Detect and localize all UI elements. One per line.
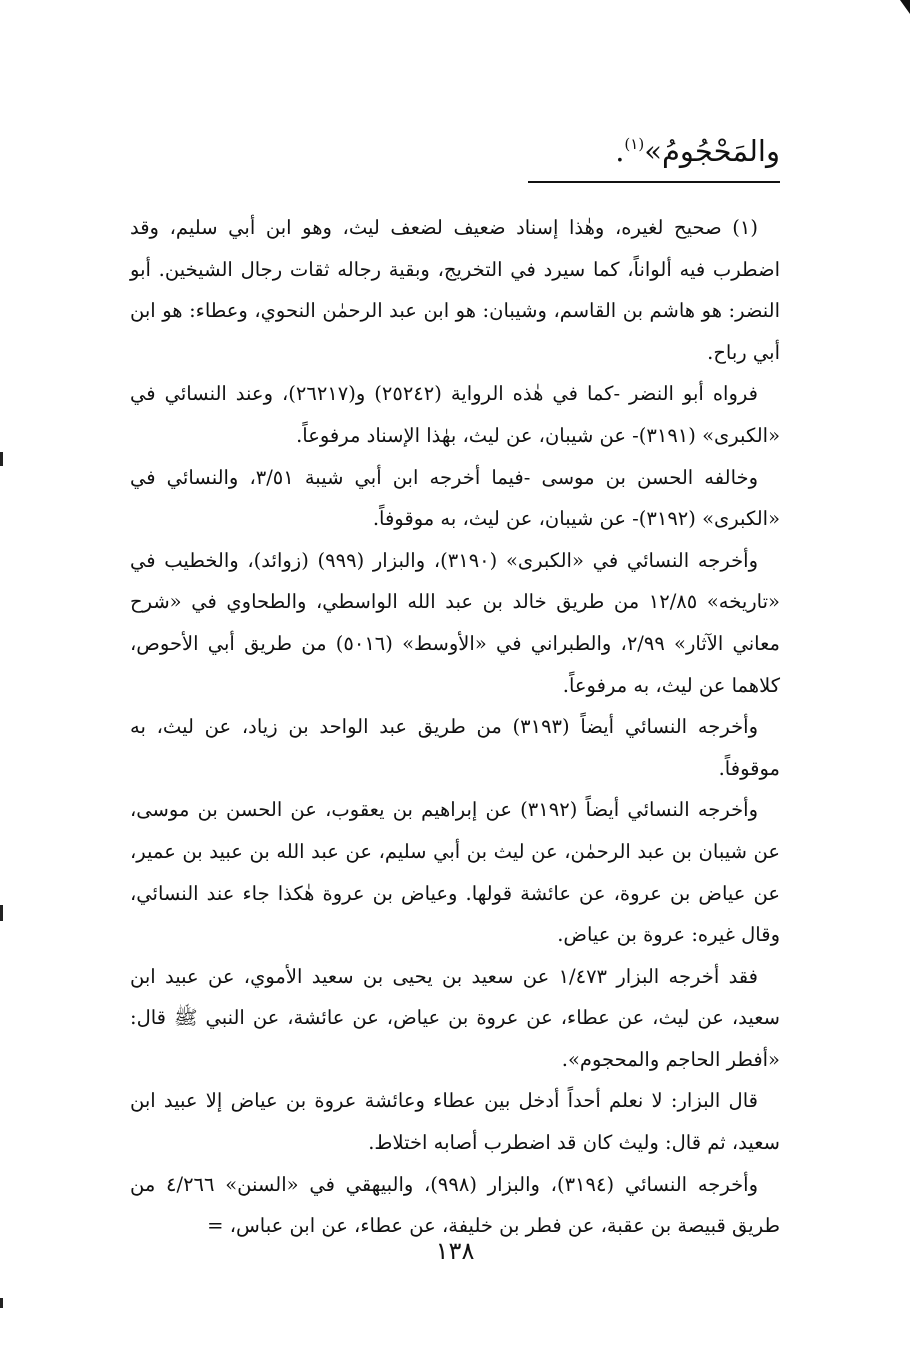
footnote-paragraph: فرواه أبو النضر -كما في هٰذه الرواية (٢٥٢٤٢) و(٢٦٢١٧)، وعند النسائي في «الكبرى» (٣١٩١)- عن شيبان، عن ليث، بهٰذا الإسناد مرفوعاً. xyxy=(130,382,780,447)
page-number: ١٣٨ xyxy=(435,1237,475,1265)
footnote-reference: (١) xyxy=(624,135,645,153)
footnote-paragraph: وأخرجه النسائي أيضاً (٣١٩٢) عن إبراهيم بن يعقوب، عن الحسن بن موسى، عن شيبان بن عبد الرحمٰن، عن ليث بن أبي سليم، عن عبد الله بن عبيد بن عمير، عن عياض بن عروة، عن عائشة قولها. وعياض بن عروة هٰكذا جاء عند النسائي، وقال غيره: عروة بن عياض. xyxy=(130,798,780,947)
scan-edge-mark xyxy=(0,905,3,921)
footnote-paragraph: وخالفه الحسن بن موسى -فيما أخرجه ابن أبي شيبة ٣/٥١، والنسائي في «الكبرى» (٣١٩٢)- عن شيبان، عن ليث، به موقوفاً. xyxy=(130,465,780,531)
footnote-paragraph: قال البزار: لا نعلم أحداً أدخل بين عطاء وعائشة عروة بن عياض إلا عبيد ابن سعيد، ثم قال: وليث كان قد اضطرب أصابه اختلاط. xyxy=(130,1089,780,1155)
footnote-paragraph: فقد أخرجه البزار ١/٤٧٣ عن سعيد بن يحيى بن سعيد الأموي، عن عبيد ابن سعيد، عن ليث، عن عطاء، عن عروة بن عياض، عن عائشة، عن النبي ﷺ قال: «أفطر الحاجم والمحجوم». xyxy=(130,964,780,1071)
footnote-paragraph: (١) صحيح لغيره، وهٰذا إسناد ضعيف لضعف ليث، وهو ابن أبي سليم، وقد اضطرب فيه ألواناً، كما سيرد في التخريج، وبقية رجاله ثقات رجال الشيخين. أبو النضر: هو هاشم بن القاسم، وشيبان: هو ابن عبد الرحمٰن النحوي، وعطاء: هو ابن أبي رباح. xyxy=(130,216,780,364)
footnote-paragraph: وأخرجه النسائي أيضاً (٣١٩٣) من طريق عبد الواحد بن زياد، عن ليث، به موقوفاً. xyxy=(130,715,780,780)
main-text-line xyxy=(615,118,780,177)
scan-corner-mark xyxy=(900,0,910,14)
footnote-separator xyxy=(528,181,780,183)
footnotes-section xyxy=(130,207,780,1247)
main-text-body: والمَحْجُومُ» xyxy=(644,134,780,168)
scan-edge-mark xyxy=(0,452,3,466)
main-text-end: . xyxy=(615,134,625,168)
footnote-paragraph: وأخرجه النسائي (٣١٩٤)، والبزار (٩٩٨)، والبيهقي في «السنن» ٤/٢٦٦ من طريق قبيصة بن عقبة، عن فطر بن خليفة، عن عطاء، عن ابن عباس، = xyxy=(130,1172,780,1238)
scan-edge-mark xyxy=(0,1298,3,1308)
footnote-paragraph: وأخرجه النسائي في «الكبرى» (٣١٩٠)، والبزار (٩٩٩) (زوائد)، والخطيب في «تاريخه» ١٢/٨٥ من طريق خالد بن عبد الله الواسطي، والطحاوي في «شرح معاني الآثار» ٢/٩٩، والطبراني في «الأوسط» (٥٠١٦) من طريق أبي الأحوص، كلاهما عن ليث، به مرفوعاً. xyxy=(130,548,780,697)
